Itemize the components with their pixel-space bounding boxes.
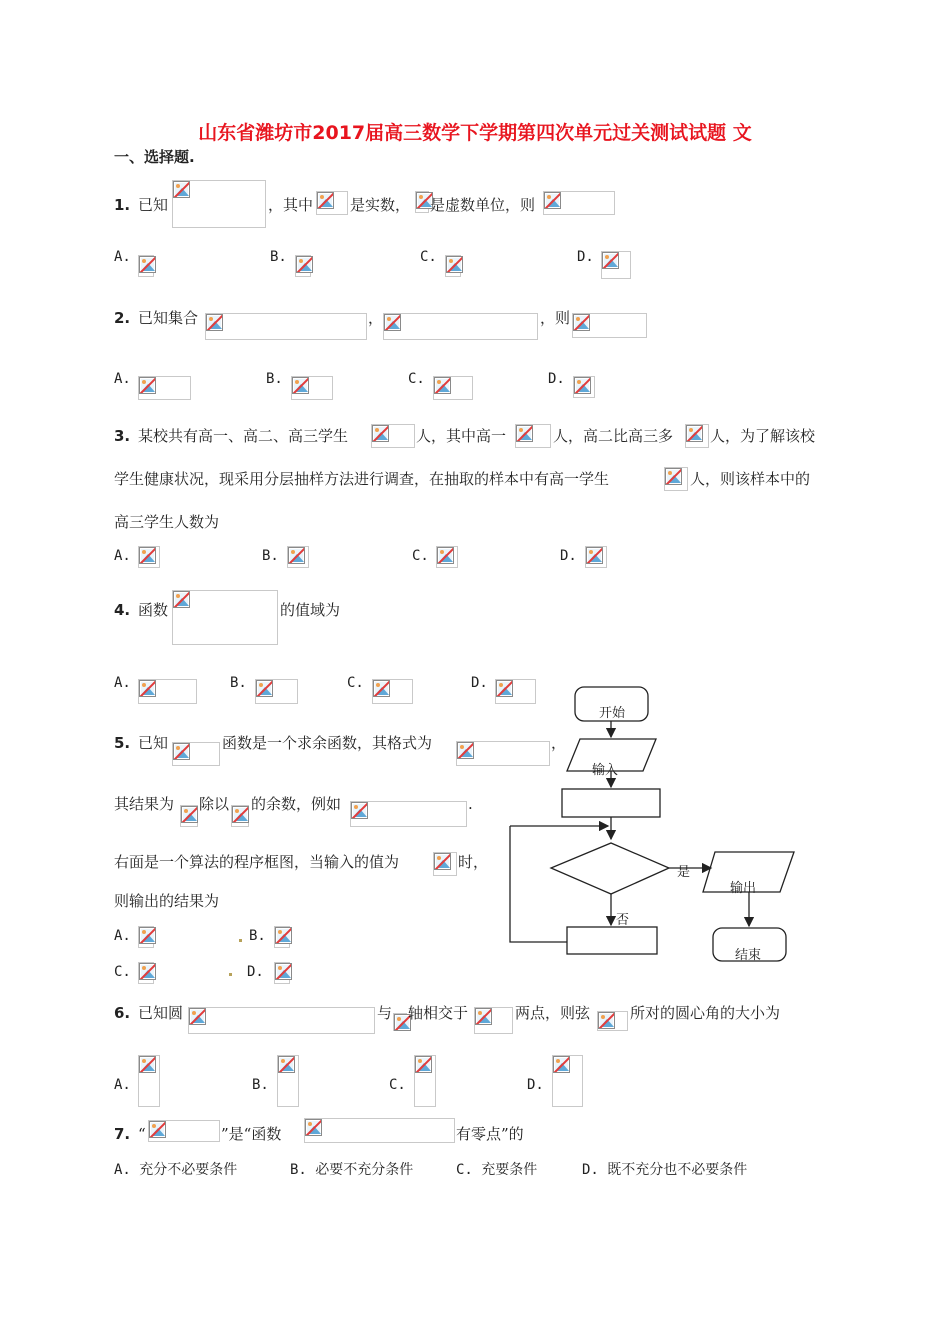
process-box-2 [567,927,657,954]
process-box-1 [562,789,660,817]
q4-number: 4. [114,601,131,619]
q1-option-label: B. [270,249,287,265]
q6-text: 所对的圆心角的大小为 [630,1004,781,1022]
q7-formula-image [148,1120,220,1142]
q7-option: C. 充要条件 [456,1162,538,1178]
q1-number: 1. [114,196,131,214]
q2-number: 2. [114,309,131,327]
q7-text: “ [138,1125,146,1143]
q1-text: 是虚数单位，则 [430,196,536,214]
q6-formula-image [188,1007,375,1034]
section-heading: 一、选择题. [114,148,195,166]
q5-option-label: C. [114,964,131,980]
q3-text: 人，则该样本中的 [690,470,811,488]
q6-text: 两点，则弦 [515,1004,591,1022]
q5-text: 则输出的结果为 [114,892,220,910]
broken-image-icon [598,1012,615,1029]
flowchart-start-label: 开始 [599,706,626,721]
broken-image-icon [189,1008,206,1025]
broken-image-icon [149,1121,166,1138]
q3-text: 某校共有高一、高二、高三学生 [138,427,349,445]
q5-option-label: A. [114,928,131,944]
q4-option-label: B. [230,675,247,691]
broken-image-icon [278,1056,295,1073]
q6-formula-image [393,1013,407,1031]
broken-image-icon [305,1119,322,1136]
flowchart-end-label: 结束 [735,948,762,963]
q5-text: 函数是一个求余函数，其格式为 [222,734,433,752]
q7-option: D. 既不充分也不必要条件 [582,1162,748,1178]
flowchart-yes-label: 是 [677,865,691,880]
q4-text: 函数 [138,601,169,619]
q3-option-label: C. [412,548,429,564]
flowchart-input-label: 输入 [592,763,619,778]
q1-text: ，其中 [268,196,314,214]
q5-option-label: B. [249,928,266,944]
q5-number: 5. [114,734,131,752]
q6-number: 6. [114,1004,131,1022]
q7-option: A. 充分不必要条件 [114,1162,238,1178]
q2-text: ，则 [540,309,571,327]
q6-formula-image [474,1007,513,1034]
document-title: 山东省潍坊市2017届高三数学下学期第四次单元过关测试试题 文 [198,122,752,144]
q3-option-label: D. [560,548,577,564]
q7-text: 有零点”的 [456,1125,524,1143]
q4-text: 的值域为 [280,601,341,619]
q1-text: 是实数， [350,196,411,214]
q3-text: 学生健康状况，现采用分层抽样方法进行调查，在抽取的样本中有高一学生 [114,470,610,488]
flowchart-output-label: 输出 [730,881,757,896]
q6-option-image [277,1055,299,1107]
q6-option-label: A. [114,1077,131,1093]
q2-option-label: C. [408,371,425,387]
q2-option-label: A. [114,371,131,387]
q5-text: ， [551,734,567,752]
broken-image-icon [553,1056,570,1073]
q2-option-label: D. [548,371,565,387]
q3-option-label: A. [114,548,131,564]
decision-diamond [551,843,669,894]
broken-image-icon [139,1056,156,1073]
q5-text: 时， [458,853,489,871]
q6-text: 轴相交于 [408,1004,469,1022]
q1-text: 已知 [138,196,169,214]
q2-text: ， [368,309,384,327]
q4-option-label: D. [471,675,488,691]
q5-text: . [468,795,473,813]
q6-option-image [552,1055,583,1107]
q2-text: 已知集合 [138,309,199,327]
q5-text: 除以 [199,795,230,813]
q6-option-label: D. [527,1077,544,1093]
q3-option-label: B. [262,548,279,564]
q5-text: 已知 [138,734,169,752]
q6-text: 与 [377,1004,393,1022]
q5-text: 右面是一个算法的程序框图，当输入的值为 [114,853,400,871]
q4-option-label: C. [347,675,364,691]
broken-image-icon [475,1008,492,1025]
q6-text: 已知圆 [138,1004,184,1022]
broken-image-icon [415,1056,432,1073]
q1-option-label: A. [114,249,131,265]
q6-option-label: C. [389,1077,406,1093]
q6-option-image [138,1055,160,1107]
q7-option: B. 必要不充分条件 [290,1162,414,1178]
q1-option-label: C. [420,249,437,265]
q3-text: 人，高二比高三多 [553,427,674,445]
q3-number: 3. [114,427,131,445]
q4-option-label: A. [114,675,131,691]
q6-option-label: B. [252,1077,269,1093]
q2-option-label: B. [266,371,283,387]
q3-text: 人，其中高一 [416,427,507,445]
q7-formula-image [304,1118,455,1143]
q7-text: ”是“函数 [221,1125,282,1143]
q7-number: 7. [114,1125,131,1143]
flowchart-no-label: 否 [616,913,630,928]
q1-option-label: D. [577,249,594,265]
q5-text: 的余数，例如 [251,795,342,813]
q3-text: 高三学生人数为 [114,513,220,531]
q3-text: 人，为了解该校 [710,427,816,445]
q6-option-image [414,1055,436,1107]
q5-option-label: D. [247,964,264,980]
q5-text: 其结果为 [114,795,175,813]
q6-formula-image [597,1011,628,1031]
